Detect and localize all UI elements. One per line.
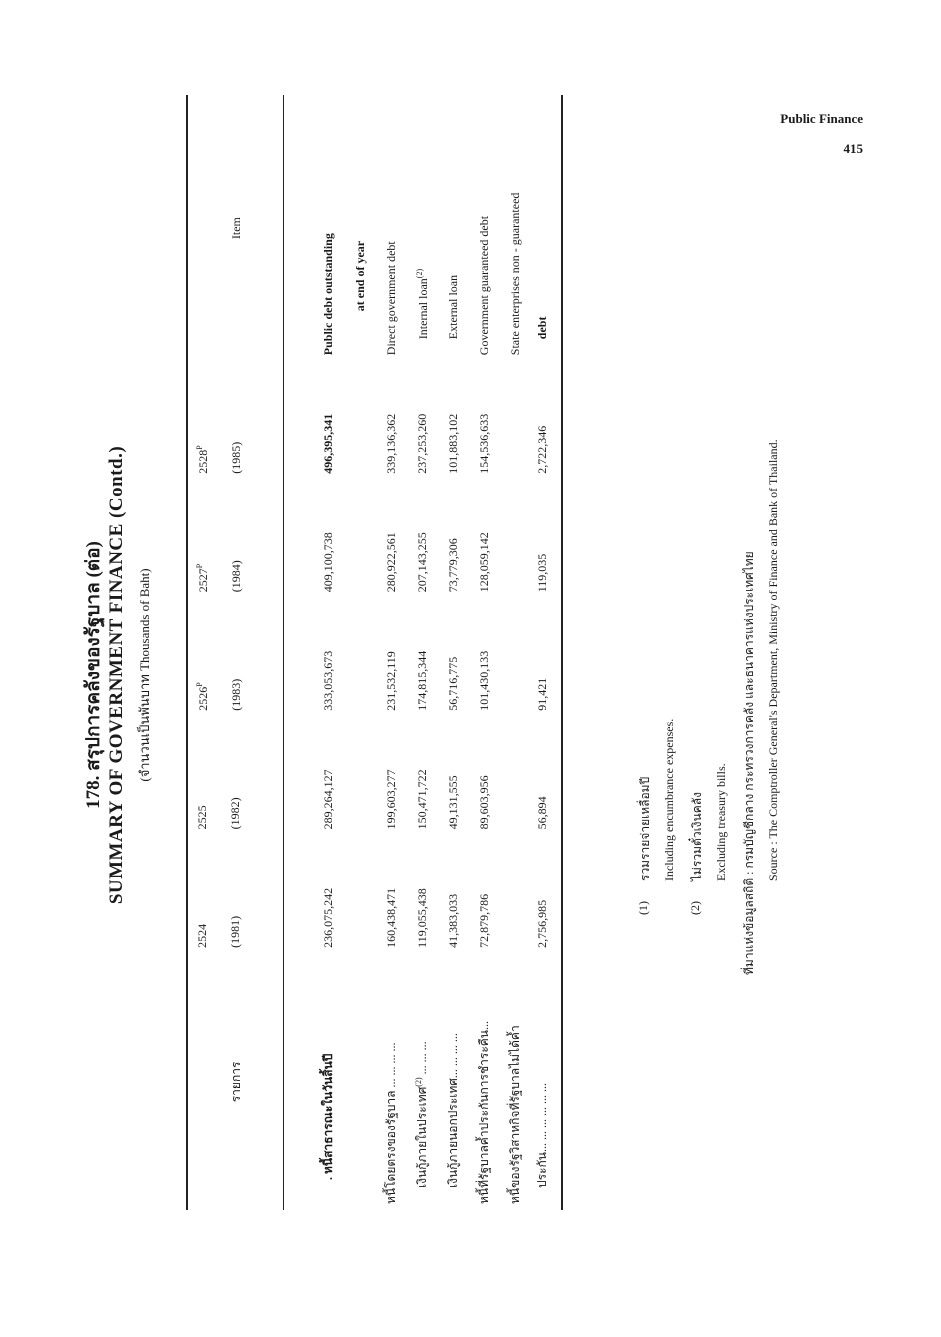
cell-value <box>500 835 531 954</box>
row-label-thai: เงินกู้ภายนอกประเทศ... ... ... ... <box>446 1033 460 1188</box>
cell-value <box>500 598 531 717</box>
cell-value: 280,922,561 <box>384 532 398 593</box>
cell-value: 160,438,471 <box>384 887 398 948</box>
row-label-english: Direct government debt <box>384 241 398 356</box>
table-row <box>283 95 345 1210</box>
row-label-english: Government guaranteed debt <box>477 215 491 356</box>
year-header-2524: 2524 (1981) <box>191 835 283 954</box>
footnote-number: (1) <box>636 901 650 915</box>
table-row <box>531 95 562 1210</box>
cell-value <box>345 598 376 717</box>
cell-value: 174,815,344 <box>415 650 429 711</box>
row-label-english: State enterprises non - guaranteed <box>508 192 522 356</box>
row-label-thai: ประกัน... ... ... ... ... ... <box>531 954 562 1210</box>
row-label-thai: หนี้โดยตรงของรัฐบาล ... ... ... ... <box>384 1042 398 1204</box>
cell-value <box>500 361 531 480</box>
cell-value: 73,779,306 <box>446 538 460 593</box>
title-english: SUMMARY OF GOVERNMENT FINANCE (Contd.) <box>106 445 127 905</box>
footnote-number: (2) <box>688 901 702 915</box>
cell-value <box>500 480 531 599</box>
footnote-english: Including encumbrance expenses. <box>662 718 676 881</box>
cell-value: 56,894 <box>531 717 562 836</box>
cell-value: 2,756,985 <box>531 835 562 954</box>
source-thai: ที่มาแห่งข้อมูลสถิติ : กรมบัญชีกลาง กระทรวงการคลัง และธนาคารแห่งประเทศไทย <box>742 551 756 975</box>
finance-table <box>186 95 563 1210</box>
row-label-thai: หนี้ที่รัฐบาลค้ำประกันการชำระคืน... <box>477 1021 491 1204</box>
year-header-2528: $2528^P$ (1985) <box>191 361 283 480</box>
footnote-thai: ไม่รวมตั๋วเงินคลัง <box>690 792 704 881</box>
cell-value: 2,722,346 <box>531 361 562 480</box>
footnote-english: Excluding treasury bills. <box>714 763 728 881</box>
cell-value: 289,264,127 <box>320 769 335 830</box>
item-header: Item <box>191 95 283 361</box>
row-label-english: Internal loan$^{(2)}$ <box>414 268 430 340</box>
table-row <box>407 95 438 1210</box>
footnotes <box>636 95 792 975</box>
cell-value <box>345 480 376 599</box>
cell-value <box>345 835 376 954</box>
table-row <box>438 95 469 1210</box>
footnote-2 <box>688 95 714 915</box>
table-row <box>469 95 500 1210</box>
cell-value: 199,603,277 <box>384 769 398 830</box>
cell-value: 119,035 <box>531 480 562 599</box>
cell-value: 150,471,722 <box>415 769 429 830</box>
label-header: รายการ <box>191 954 283 1210</box>
row-label-thai: . หนี้สาธารณะในวันสิ้นปี <box>320 1053 335 1180</box>
cell-value: 237,253,260 <box>415 413 429 474</box>
cell-value: 119,055,438 <box>415 888 429 948</box>
cell-value: 496,395,341 <box>320 413 335 474</box>
cell-value: 91,421 <box>531 598 562 717</box>
cell-value <box>345 717 376 836</box>
cell-value <box>345 361 376 480</box>
page-number: 415 <box>843 141 863 156</box>
cell-value: 101,883,102 <box>446 413 460 474</box>
cell-value: 333,053,673 <box>320 650 335 711</box>
cell-value: 72,879,786 <box>477 893 491 948</box>
table-titles <box>78 80 154 1270</box>
row-label-thai <box>345 954 376 1210</box>
table-row <box>500 95 531 1210</box>
row-label-english: Public debt outstanding <box>320 233 335 356</box>
cell-value: 41,383,033 <box>446 893 460 948</box>
cell-value: 101,430,133 <box>477 650 491 711</box>
cell-value: 207,143,255 <box>415 532 429 593</box>
cell-value: 89,603,956 <box>477 775 491 830</box>
cell-value: 231,532,119 <box>384 651 398 711</box>
year-header-2526: $2526^P$ (1983) <box>191 598 283 717</box>
footnote-1 <box>636 95 662 915</box>
row-label-english: External loan <box>446 274 460 340</box>
cell-value: 56,716,775 <box>446 656 460 711</box>
section-title: Public Finance <box>780 111 863 126</box>
cell-value <box>500 717 531 836</box>
unit-note: (จำนวนเป็นพันบาท Thousands of Baht) <box>137 568 152 782</box>
table-row <box>376 95 407 1210</box>
row-label-english: at end of year <box>353 240 367 312</box>
year-header-2527: $2527^P$ (1984) <box>191 480 283 599</box>
footnote-thai: รวมรายจ่ายเหลื่อมปี <box>638 776 652 881</box>
table-row <box>345 95 376 1210</box>
year-header-2525: 2525 (1982) <box>191 717 283 836</box>
source-english: Source : The Comptroller General's Department, Ministry of Finance and Bank of Thailand. <box>766 439 780 881</box>
cell-value: 236,075,242 <box>320 887 335 948</box>
cell-value: 49,131,555 <box>446 775 460 830</box>
row-label-english: debt <box>531 95 562 361</box>
title-thai: 178. สรุปการคลังของรัฐบาล (ต่อ) <box>83 541 104 809</box>
rotated-page-content <box>36 70 896 1270</box>
cell-value: 409,100,738 <box>320 532 335 593</box>
row-label-thai: หนี้ของรัฐวิสาหกิจที่รัฐบาลไม่ได้ค้ำ <box>508 1025 522 1204</box>
cell-value: 128,059,142 <box>477 532 491 593</box>
cell-value: 154,536,633 <box>477 413 491 474</box>
row-label-thai: เงินกู้ภายในประเทศ$^{(2)}$ ... ... ... <box>414 1041 429 1188</box>
cell-value: 339,136,362 <box>384 413 398 474</box>
